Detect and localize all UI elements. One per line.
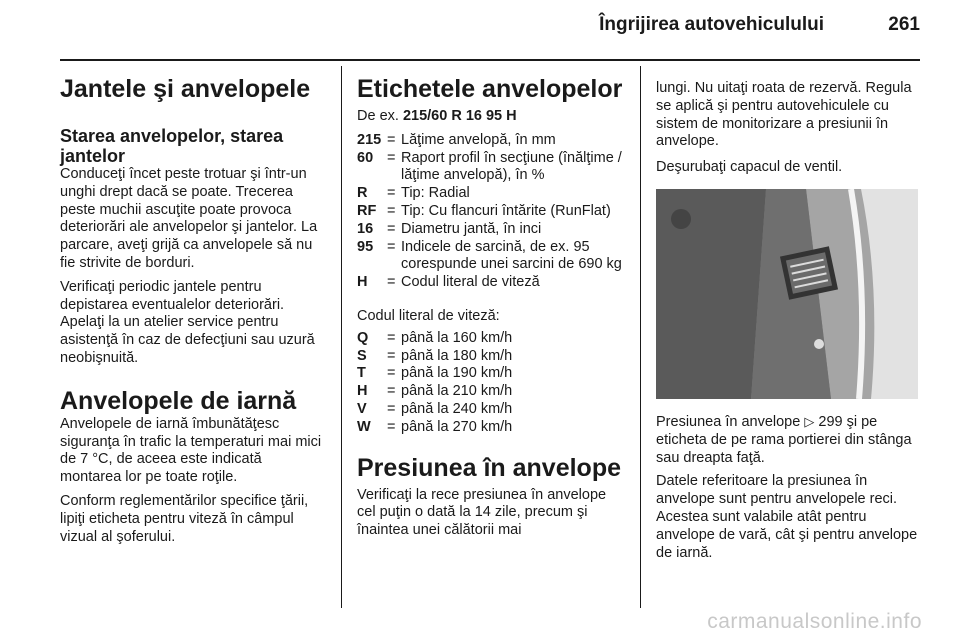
column-divider-1 xyxy=(341,66,342,608)
tyre-code-equals: = xyxy=(387,202,396,219)
tyre-code-value: Raport profil în secţiune (înălţime / lăţime anvelopă), în % xyxy=(401,149,622,184)
header-title: Îngrijirea autovehiculului xyxy=(599,14,824,35)
header-rule xyxy=(60,59,920,61)
paragraph-kerb: Conduceţi încet peste trotuar şi într-un unghi drept dacă se poate. Trecerea peste muchii ascuţite poate provoca deteriorări ale anvelopelor şi jantelor. La parcare, aveţi grijă ca anvelopele să nu fie strivite de borduri. xyxy=(60,166,318,271)
speed-code-value: până la 160 km/h xyxy=(401,329,513,346)
speed-code-key: V xyxy=(357,400,367,417)
heading-winter-tyres: Anvelopele de iarnă xyxy=(60,386,297,415)
example-prefix: De ex. xyxy=(357,108,399,124)
tyre-code-key: 215 xyxy=(357,131,382,148)
paragraph-valve-cap: Deşurubaţi capacul de ventil. xyxy=(656,159,843,176)
tyre-code-key: R xyxy=(357,185,368,202)
speed-code-value: până la 190 km/h xyxy=(401,365,513,382)
pressure-text-cont: şi pe eticheta de pe rama portierei din stânga sau dreapta faţă. xyxy=(656,413,912,466)
speed-code-value: până la 270 km/h xyxy=(401,418,513,435)
tyre-code-equals: = xyxy=(387,274,396,291)
speed-code-equals: = xyxy=(387,400,396,417)
speed-code-equals: = xyxy=(387,418,396,435)
page-ref-arrow-icon: ▷ xyxy=(804,413,815,429)
paragraph-spare-wheel: lungi. Nu uitaţi roata de rezervă. Regula se aplică şi pentru autovehiculele cu sistem de monitorizare a presiunii în anvelope. xyxy=(656,80,912,150)
page-number: 261 xyxy=(888,14,920,35)
paragraph-pressure-reference xyxy=(656,413,922,467)
pressure-text: Presiunea în anvelope xyxy=(656,413,801,430)
speed-code-equals: = xyxy=(387,383,396,400)
tyre-code-equals: = xyxy=(387,220,396,237)
tyre-code-key: 95 xyxy=(357,238,374,255)
door-frame-illustration xyxy=(656,189,918,399)
tyre-code-equals: = xyxy=(387,131,396,148)
paragraph-cold-tyres: Datele referitoare la presiunea în anvelope sunt pentru anvelopele reci. Acestea sunt valabile atât pentru anvelope de vară, cât şi pentru anvelope de iarnă. xyxy=(656,473,918,561)
speed-code-key: W xyxy=(357,418,371,435)
speed-code-equals: = xyxy=(387,365,396,382)
tyre-code-value: Diametru jantă, în inci xyxy=(401,220,542,237)
speed-code-equals: = xyxy=(387,347,396,364)
speed-code-key: T xyxy=(357,365,366,382)
heading-tyre-pressure: Presiunea în anvelope xyxy=(357,453,621,482)
tyre-code-value: Tip: Radial xyxy=(401,185,470,202)
tyre-code-key: 16 xyxy=(357,220,374,237)
page-ref-number[interactable]: 299 xyxy=(818,413,843,430)
paragraph-winter-safety: Anvelopele de iarnă îmbunătăţesc siguranţa în trafic la temperaturi mai mici de 7 °C, de aceea este indicată montarea lor pe toate roţile. xyxy=(60,415,322,486)
speed-code-list xyxy=(357,330,627,437)
speed-code-key: Q xyxy=(357,329,369,346)
paragraph-check-pressure: Verificaţi la rece presiunea în anvelope cel puţin o dată la 14 zile, precum şi înaintea unei călătorii mai xyxy=(357,486,607,539)
tyre-code-value: Codul literal de viteză xyxy=(401,274,540,291)
tyre-code-equals: = xyxy=(387,149,396,166)
tyre-code-value: Lăţime anvelopă, în mm xyxy=(401,131,556,148)
paragraph-check-wheels: Verificaţi periodic jantele pentru depistarea eventualelor deteriorări. Apelaţi la un atelier service pentru asistenţă în caz de defecţiuni sau uzură neobişnuită. xyxy=(60,278,315,366)
column-3 xyxy=(656,74,922,562)
column-divider-2 xyxy=(640,66,641,608)
speed-code-equals: = xyxy=(387,329,396,346)
tyre-example xyxy=(357,108,627,126)
speed-code-key: H xyxy=(357,383,368,400)
door-frame-photo xyxy=(656,189,918,399)
tyre-code-definitions xyxy=(357,132,627,292)
speed-code-key: S xyxy=(357,347,367,364)
tyre-code-value: Tip: Cu flancuri întărite (RunFlat) xyxy=(401,202,611,219)
column-1 xyxy=(60,74,326,546)
speed-code-value: până la 210 km/h xyxy=(401,383,513,400)
example-code: 215/60 R 16 95 H xyxy=(402,108,517,124)
heading-tyre-condition: Starea anvelopelor, starea jantelor xyxy=(60,126,284,166)
watermark: carmanualsonline.info xyxy=(707,610,922,633)
speed-code-intro: Codul literal de viteză: xyxy=(357,307,500,324)
tyre-code-equals: = xyxy=(387,238,396,255)
tyre-code-value: Indicele de sarcină, de ex. 95 corespunde unei sarcini de 690 kg xyxy=(401,238,622,273)
tyre-code-key: 60 xyxy=(357,149,374,166)
paragraph-speed-label: Conform reglementărilor specifice ţării, lipiţi eticheta pentru viteză în câmpul vizual al şoferului. xyxy=(60,492,309,545)
column-2 xyxy=(357,74,627,540)
heading-wheels-tyres: Jantele şi anvelopele xyxy=(60,75,311,103)
heading-tyre-labels: Etichetele anvelopelor xyxy=(357,75,623,103)
speed-code-value: până la 180 km/h xyxy=(401,347,513,364)
speed-code-value: până la 240 km/h xyxy=(401,400,513,417)
tyre-code-equals: = xyxy=(387,185,396,202)
tyre-code-key: H xyxy=(357,274,368,291)
page-header xyxy=(60,14,920,44)
tyre-code-key: RF xyxy=(357,202,377,219)
